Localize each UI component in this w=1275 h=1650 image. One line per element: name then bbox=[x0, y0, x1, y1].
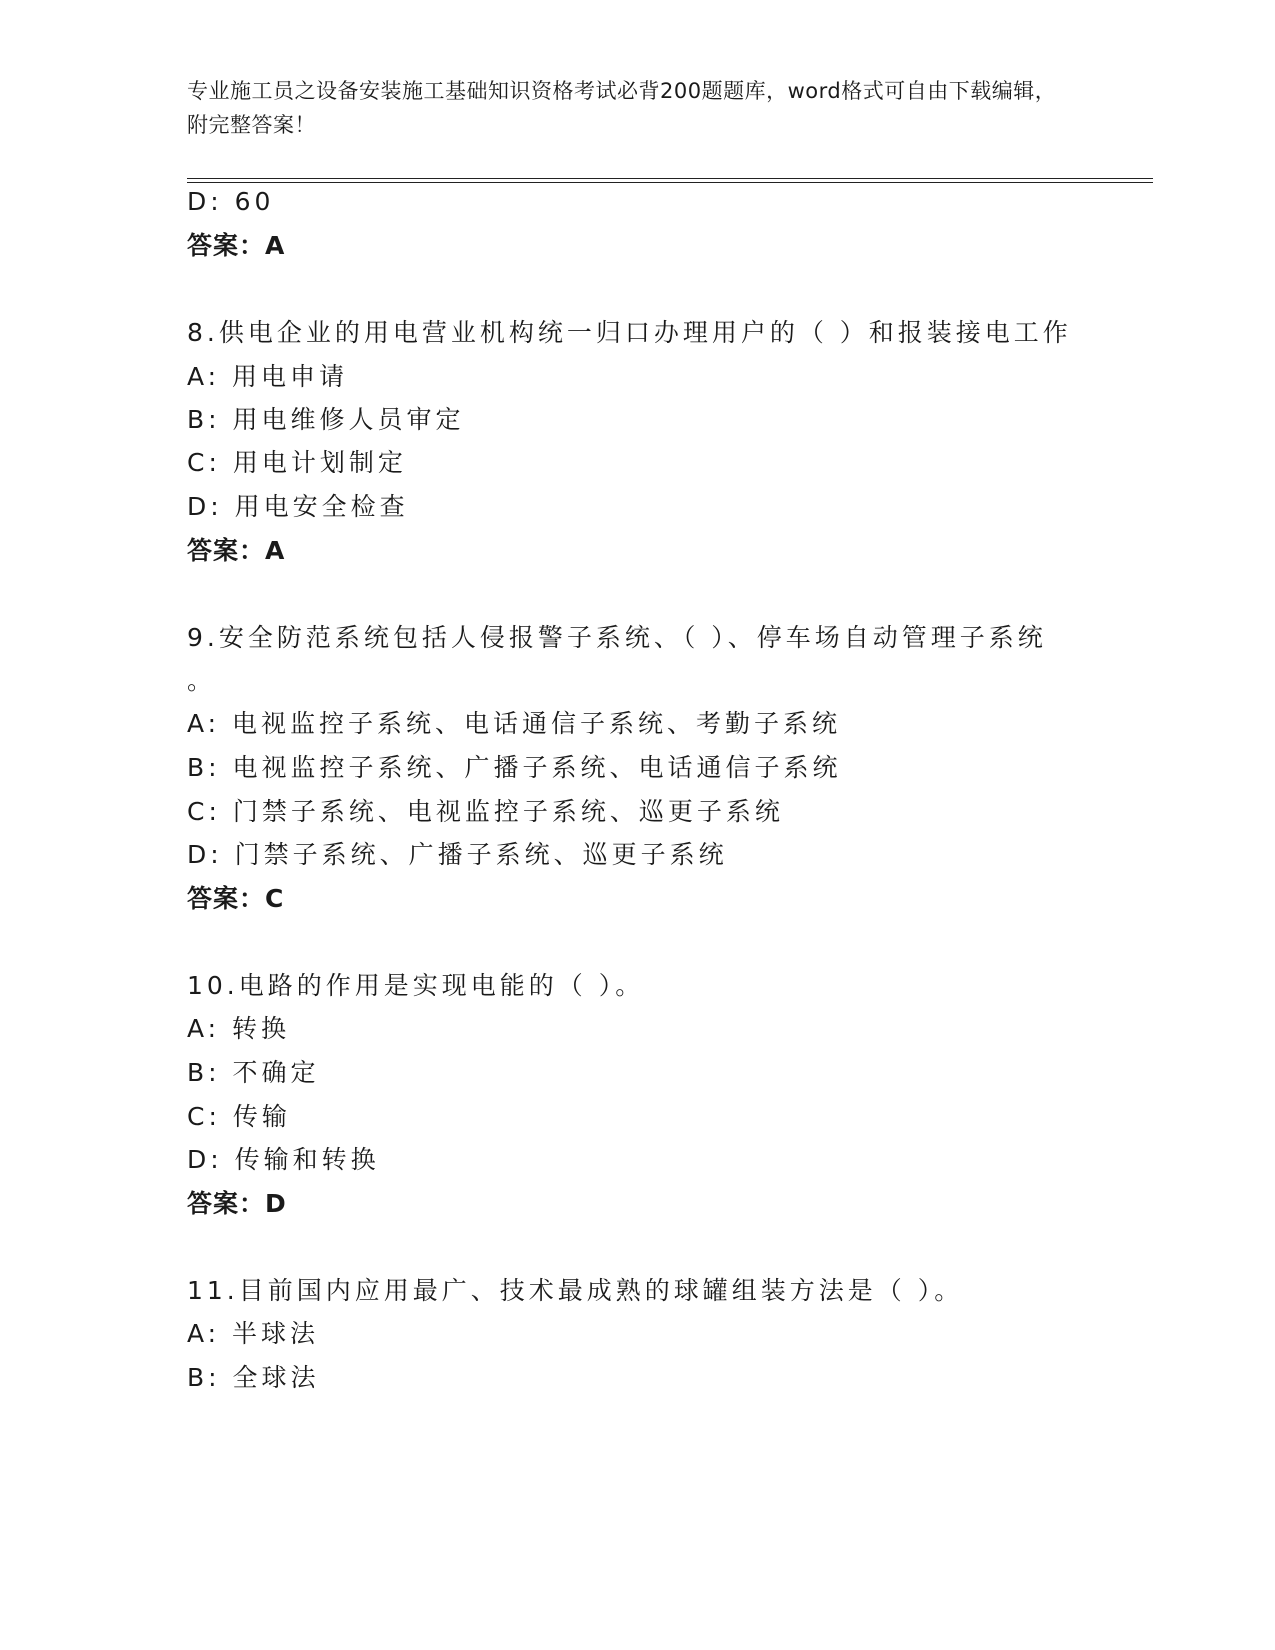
q9-answer: 答案：C bbox=[187, 884, 285, 913]
q9-question-continued: 。 bbox=[187, 666, 217, 695]
q9-option-a: A: 电视监控子系统、电话通信子系统、考勤子系统 bbox=[187, 709, 842, 738]
q8-answer: 答案：A bbox=[187, 536, 286, 565]
q8-option-d: D: 用电安全检查 bbox=[187, 492, 409, 521]
q11-option-b: B: 全球法 bbox=[187, 1363, 320, 1392]
q10-option-d: D: 传输和转换 bbox=[187, 1145, 380, 1174]
q10-option-a: A: 转换 bbox=[187, 1014, 291, 1043]
header-divider-top bbox=[187, 178, 1153, 179]
q9-option-c: C: 门禁子系统、电视监控子系统、巡更子系统 bbox=[187, 797, 784, 826]
q9-option-b: B: 电视监控子系统、广播子系统、电话通信子系统 bbox=[187, 753, 842, 782]
q10-answer: 答案：D bbox=[187, 1189, 287, 1218]
q9-option-d: D: 门禁子系统、广播子系统、巡更子系统 bbox=[187, 840, 728, 869]
q9-question: 9.安全防范系统包括人侵报警子系统、（ ）、停车场自动管理子系统 bbox=[187, 623, 1047, 652]
q11-option-a: A: 半球法 bbox=[187, 1319, 320, 1348]
q7-option-d: D: 60 bbox=[187, 187, 275, 216]
q10-option-b: B: 不确定 bbox=[187, 1058, 320, 1087]
q8-option-a: A: 用电申请 bbox=[187, 362, 349, 391]
q7-answer: 答案：A bbox=[187, 231, 286, 260]
header-divider-bottom bbox=[187, 182, 1153, 183]
q11-question: 11.目前国内应用最广、技术最成熟的球罐组装方法是（ ）。 bbox=[187, 1276, 964, 1305]
q10-question: 10.电路的作用是实现电能的（ ）。 bbox=[187, 971, 645, 1000]
page-header: 专业施工员之设备安装施工基础知识资格考试必背200题题库，word格式可自由下载编辑，附完整答案！ bbox=[187, 79, 1057, 137]
q8-question: 8.供电企业的用电营业机构统一归口办理用户的（ ）和报装接电工作 bbox=[187, 318, 1072, 347]
q8-option-c: C: 用电计划制定 bbox=[187, 448, 407, 477]
q10-option-c: C: 传输 bbox=[187, 1102, 291, 1131]
q8-option-b: B: 用电维修人员审定 bbox=[187, 405, 465, 434]
